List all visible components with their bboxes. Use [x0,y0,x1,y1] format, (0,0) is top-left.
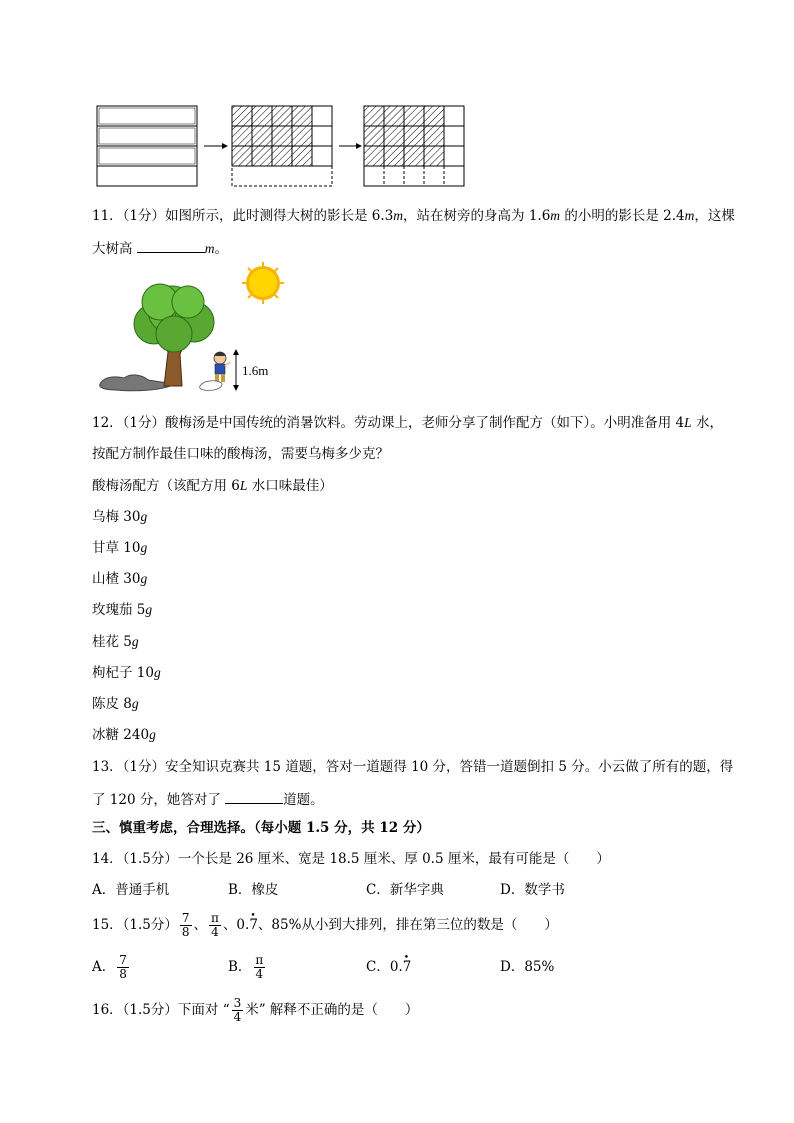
q13-line2: 了 120 分，她答对了 道题。 [92,789,324,809]
q15-stem: 15．（1.5分） $\frac{7}{8}$ 、 $\frac{\pi}{4}$ 、0.• 7、85%从小到大排列，排在第三位的数是（ ） [92,910,558,940]
tree-shadow [100,375,174,391]
height-label: 1.6m [242,363,269,378]
q14-stem: 14．（1.5分）一个长是 26 厘米、宽是 18.5 厘米、厚 0.5 厘米，最有可能是（ ） [92,851,610,867]
q15-option-a[interactable]: A． $\frac{7}{8}$ [92,953,127,981]
q11-line2: 大树高 m。 [92,238,228,258]
q15-option-b[interactable]: B． $\frac{\pi}{4}$ [228,953,264,981]
ingredient-item: 甘草 10g [92,540,148,556]
q14-option-a[interactable]: A．普通手机 [92,882,170,898]
boy-shadow [200,381,222,391]
ingredient-item: 乌梅 30g [92,509,148,525]
ingredient-item: 山楂 30g [92,571,148,587]
q12-line1: 12．（1分）酸梅汤是中国传统的消暑饮料。劳动课上，老师分享了制作配方（如下）。小明准备用 4L 水， [92,415,723,431]
q14-option-c[interactable]: C．新华字典 [366,882,444,898]
rectangle-shaded-3-of-4 [232,106,332,186]
ingredient-item: 桂花 5g [92,634,139,650]
q14-option-b[interactable]: B．橡皮 [228,882,279,898]
rectangle-plain [97,106,197,186]
section-3-heading: 三、慎重考虑，合理选择。（每小题 1.5 分，共 12 分） [92,820,430,836]
fraction-pi-4: $\frac{\pi}{4}$ [211,911,219,939]
repeating-digit: • 7 [249,910,258,940]
tree-crown [134,284,214,352]
ingredient-item: 冰糖 240g [92,727,156,743]
rectangle-shaded-grid [364,106,464,186]
q13-answer-blank[interactable] [225,789,283,804]
recipe-title: 酸梅汤配方（该配方用 6L 水口味最佳） [92,478,333,494]
boy-figure [214,352,230,382]
q14-option-d[interactable]: D．数学书 [500,882,565,898]
q13-line1: 13．（1分）安全知识克赛共 15 道题，答对一道题得 10 分，答错一道题倒扣 5 分。小云做了所有的题，得 [92,759,734,775]
q12-line2: 按配方制作最佳口味的酸梅汤，需要乌梅多少克？ [92,446,389,462]
q11-answer-blank[interactable] [137,238,205,253]
ingredient-item: 枸杞子 10g [92,665,161,681]
ingredient-item: 玫瑰茄 5g [92,602,153,618]
q15-option-d[interactable]: D．85% [500,959,555,975]
sun-icon [242,262,284,304]
fraction-7-8: $\frac{7}{8}$ [181,911,190,939]
rectangle-sequence-figure [92,100,472,192]
q11-line1: 11．（1分）如图所示，此时测得大树的影长是 6.3m，站在树旁的身高为 1.6m 的小明的影长是 2.4m，这棵 [92,208,735,224]
q15-option-c[interactable]: C．0.• 7 [366,952,411,982]
ingredient-item: 陈皮 8g [92,696,139,712]
q16-stem: 16．（1.5分）下面对 “ $\frac{3}{4}$ 米” 解释不正确的是（ ） [92,996,419,1024]
fraction-3-4: $\frac{3}{4}$ [233,996,242,1024]
